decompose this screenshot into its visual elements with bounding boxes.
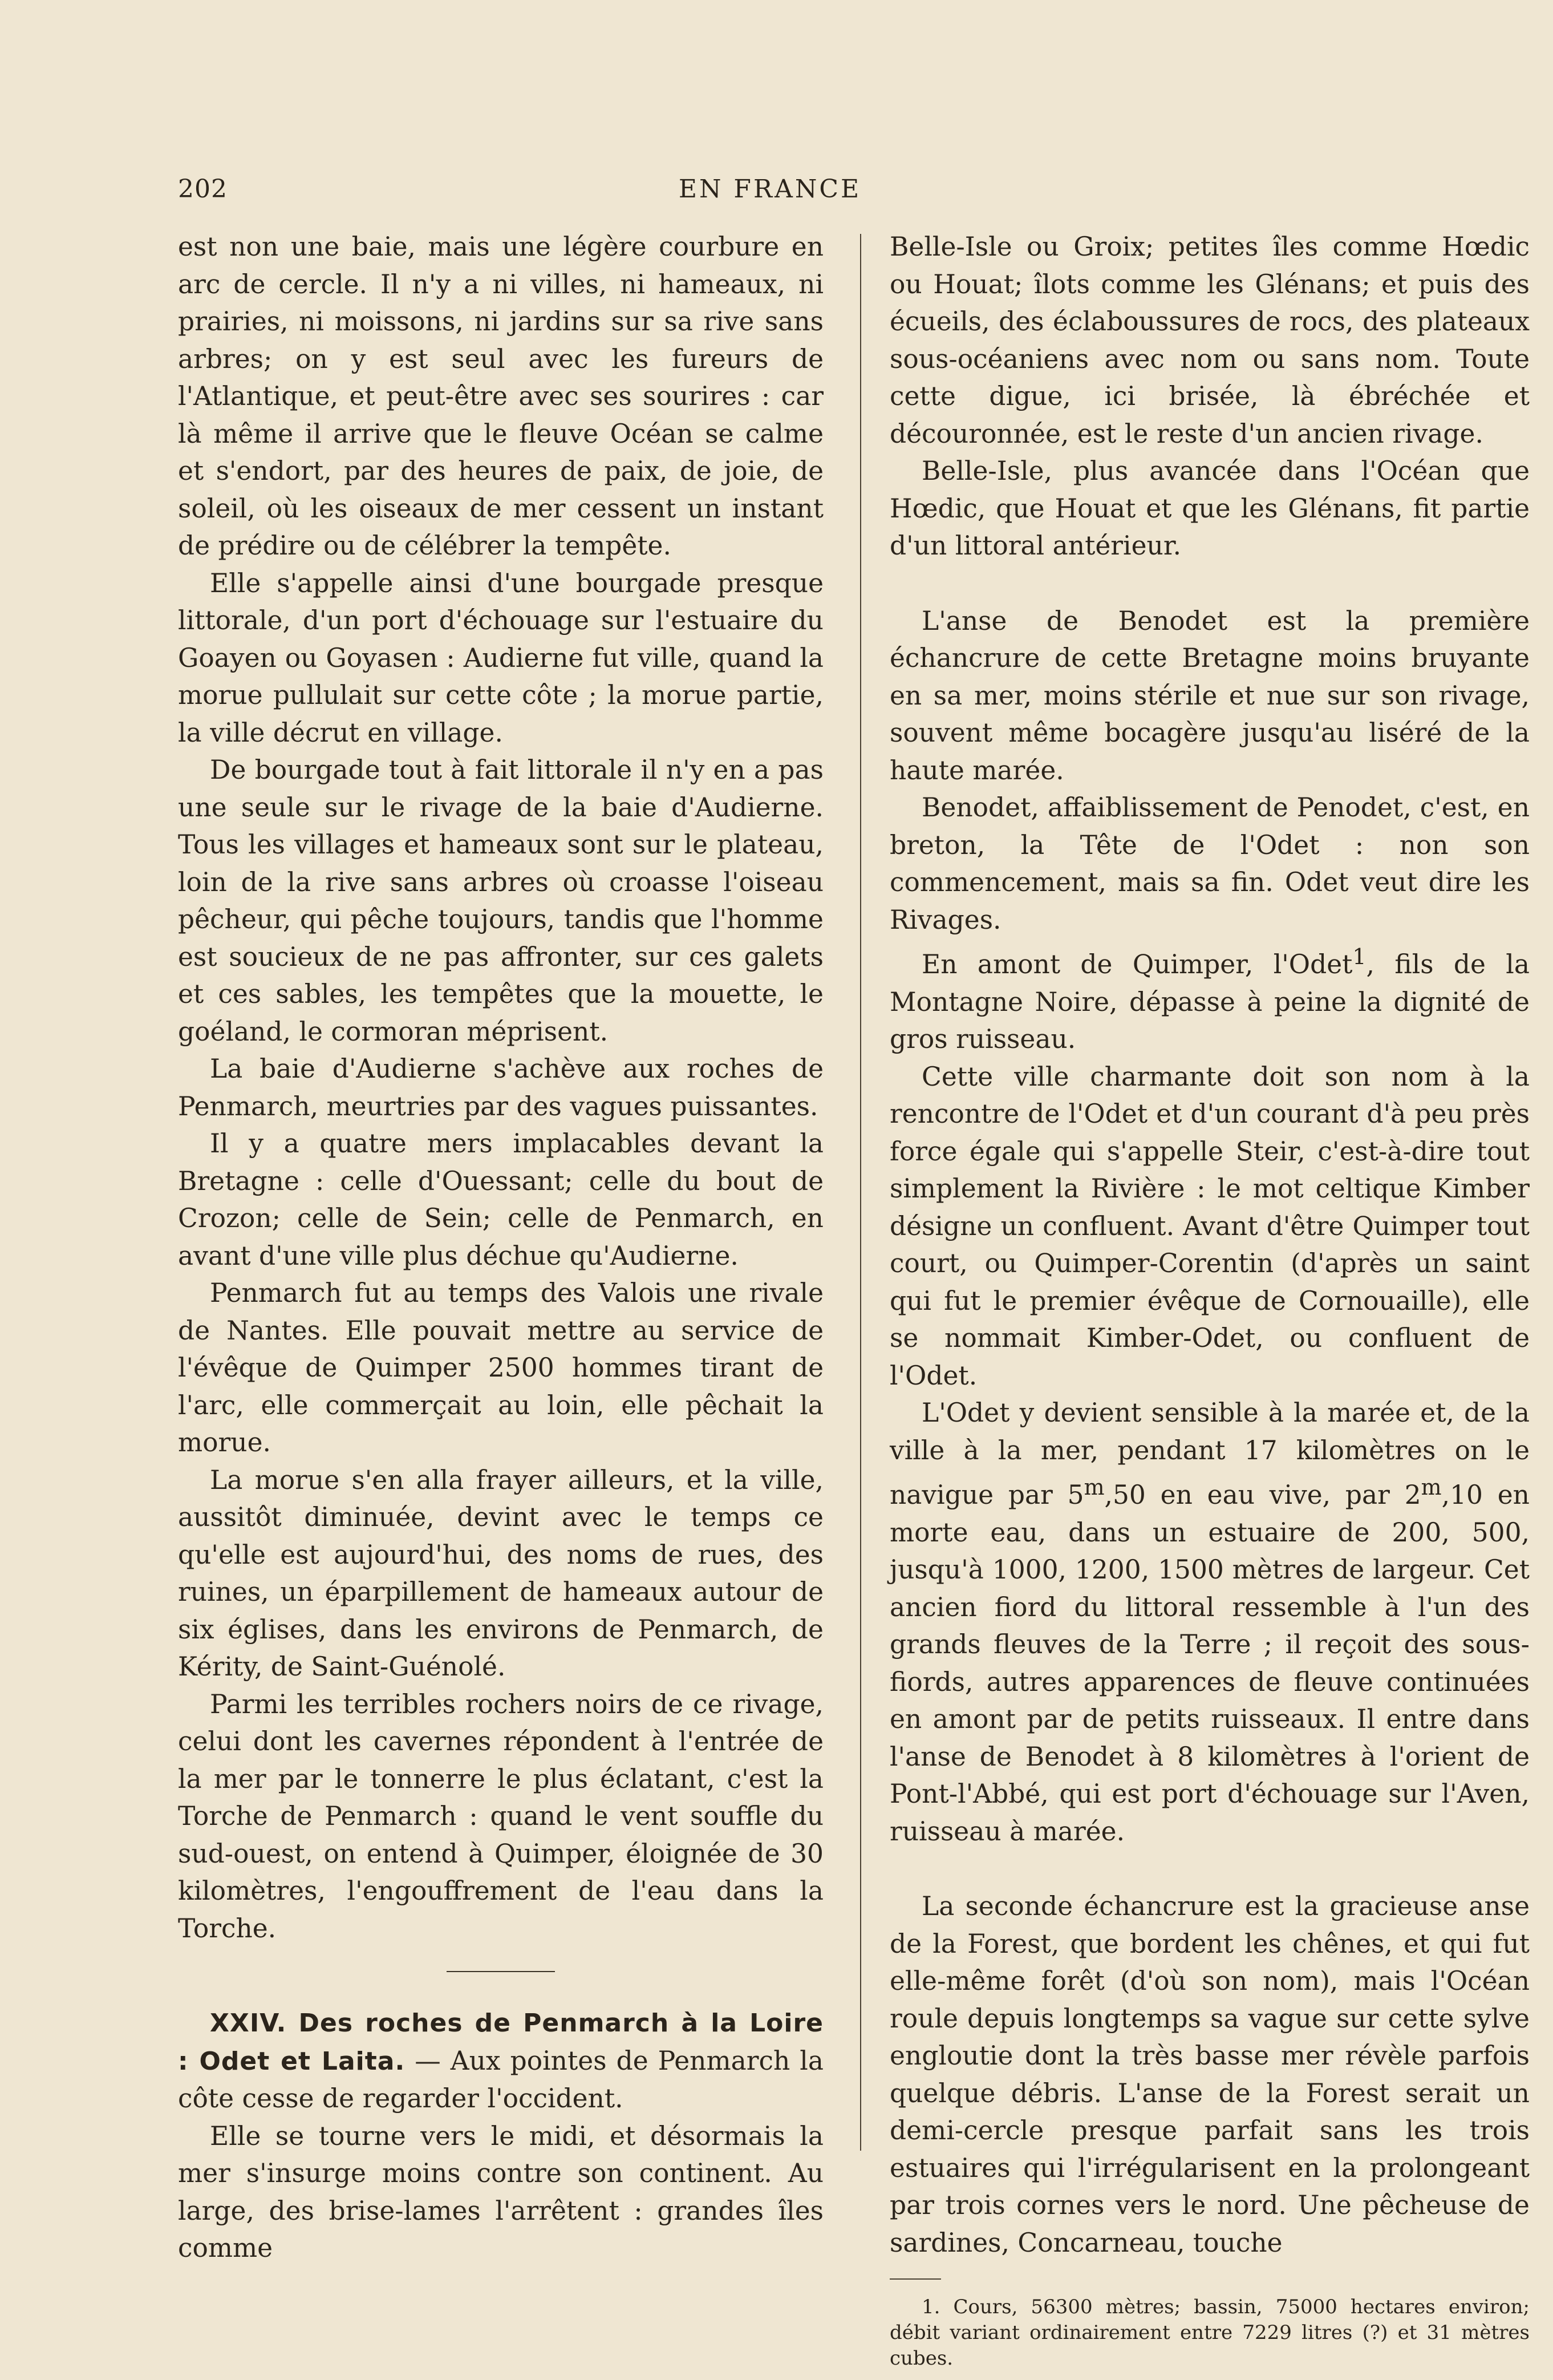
column-rule bbox=[860, 234, 861, 2151]
unit-superscript: m bbox=[1084, 1475, 1105, 1500]
section-text: — Aux pointes de Penmarch la côte cesse de regarder l'occident. bbox=[178, 2045, 824, 2114]
footnote: 1. Cours, 56300 mètres; bassin, 75000 hectares environ; débit variant ordinairement entre 7229 litres (?) et 31 mètres cubes. bbox=[890, 2296, 1530, 2370]
text-run: L'Odet y devient sensible à la marée et, de la ville à la mer, pendant 17 kilomètres on le navigue par 5 bbox=[890, 1398, 1530, 1511]
paragraph: est non une baie, mais une légère courbure en arc de cercle. Il n'y a ni villes, ni hameaux, ni prairies, ni moissons, ni jardins sur sa rive sans arbres; on y est seul avec les fureurs de l'Atlantique, et peut-être avec ses sourires : car là même il arrive que le fleuve Océan se calme et s'endort, par des heures de paix, de joie, de soleil, où les oiseaux de mer cessent un instant de prédire ou de célébrer la tempête. bbox=[178, 232, 824, 561]
footnote-rule bbox=[890, 2278, 941, 2280]
paragraph: La baie d'Audierne s'achève aux roches de Penmarch, meurtries par des vagues puissantes. bbox=[178, 1054, 824, 1122]
section-paragraph bbox=[178, 2004, 824, 2118]
text-run: ,10 en morte eau, dans un estuaire de 200, 500, jusqu'à 1000, 1200, 1500 mètres de largeur. Cet ancien fiord du littoral ressemble à l'un des grands fleuves de la Terre ; il reçoit des sous-fiords, autres apparences de fleuve continuées en amont par de petits ruisseaux. Il entre dans l'anse de Benodet à 8 kilomètres à l'orient de Pont-l'Abbé, qui est port d'échouage sur l'Aven, ruisseau à marée. bbox=[890, 1480, 1530, 1847]
running-title: EN FRANCE bbox=[678, 175, 862, 204]
spacer bbox=[890, 1850, 1530, 1888]
paragraph bbox=[890, 1394, 1530, 1850]
paragraph: Parmi les terribles rochers noirs de ce rivage, celui dont les cavernes répondent à l'entrée de la mer par le tonnerre le plus éclatant, c'est la Torche de Penmarch : quand le vent souffle du sud-ouest, on entend à Quimper, éloignée de 30 kilomètres, l'engouffrement de l'eau dans la Torche. bbox=[178, 1689, 824, 1944]
paragraph: De bourgade tout à fait littorale il n'y en a pas une seule sur le rivage de la baie d'Audierne. Tous les villages et hameaux sont sur le plateau, loin de la rive sans arbres où croasse l'oiseau pêcheur, qui pêche toujours, tandis que l'homme est soucieux de ne pas affronter, sur ces galets et ces sables, les tempêtes que la mouette, le goéland, le cormoran méprisent. bbox=[178, 755, 824, 1047]
section-divider bbox=[447, 1971, 555, 1972]
paragraph: Benodet, affaiblissement de Penodet, c'est, en breton, la Tête de l'Odet : non son commencement, mais sa fin. Odet veut dire les Rivages. bbox=[890, 792, 1530, 935]
paragraph: La seconde échancrure est la gracieuse anse de la Forest, que bordent les chênes, et qui fut elle-même forêt (d'où son nom), mais l'Océan roule depuis longtemps sa vague sur cette sylve engloutie dont la très basse mer révèle parfois quelque débris. L'anse de la Forest serait un demi-cercle presque parfait sans les trois estuaires qui l'irrégularisent en la prolongeant par trois cornes vers le nord. Une pêcheuse de sardines, Concarneau, touche bbox=[890, 1891, 1530, 2258]
paragraph: La morue s'en alla frayer ailleurs, et la ville, aussitôt diminuée, devint avec le temps ce qu'elle est aujourd'hui, des noms de rues, des ruines, un éparpillement de hameaux autour de six églises, dans les environs de Penmarch, de Kérity, de Saint-Guénolé. bbox=[178, 1464, 824, 1682]
text-run: , fils de la Montagne Noire, dépasse à peine la dignité de gros ruisseau. bbox=[890, 949, 1530, 1055]
footnote-ref[interactable]: 1 bbox=[1352, 944, 1367, 969]
paragraph: Il y a quatre mers implacables devant la Bretagne : celle d'Ouessant; celle du bout de Crozon; celle de Sein; celle de Penmarch, en avant d'une ville plus déchue qu'Audierne. bbox=[178, 1128, 824, 1271]
left-column bbox=[178, 228, 824, 2267]
unit-superscript: m bbox=[1421, 1475, 1442, 1500]
spacer bbox=[890, 565, 1530, 602]
paragraph: L'anse de Benodet est la première échancrure de cette Bretagne moins bruyante en sa mer, moins stérile et nue sur son rivage, souvent même bocagère jusqu'au liséré de la haute marée. bbox=[890, 605, 1530, 786]
paragraph: Elle se tourne vers le midi, et désormais la mer s'insurge moins contre son continent. Au large, des brise-lames l'arrêtent : grandes îles comme bbox=[178, 2120, 824, 2263]
paragraph: Penmarch fut au temps des Valois une rivale de Nantes. Elle pouvait mettre au service de l'évêque de Quimper 2500 hommes tirant de l'arc, elle commerçait au loin, elle pêchait la morue. bbox=[178, 1278, 824, 1458]
page-number: 202 bbox=[178, 175, 228, 204]
paragraph: Elle s'appelle ainsi d'une bourgade presque littorale, d'un port d'échouage sur l'estuaire du Goayen ou Goyasen : Audierne fut ville, quand la morue pullulait sur cette côte ; la morue partie, la ville décrut en village. bbox=[178, 568, 824, 748]
text-run: ,50 en eau vive, par 2 bbox=[1104, 1480, 1421, 1511]
paragraph bbox=[890, 938, 1530, 1058]
paragraph: Belle-Isle, plus avancée dans l'Océan que Hœdic, que Houat et que les Glénans, fit partie d'un littoral antérieur. bbox=[890, 456, 1530, 561]
paragraph: Cette ville charmante doit son nom à la rencontre de l'Odet et d'un courant d'à peu près force égale qui s'appelle Steir, c'est-à-dire tout simplement la Rivière : le mot celtique Kimber désigne un confluent. Avant d'être Quimper tout court, ou Quimper-Corentin (d'après un saint qui fut le premier évêque de Cornouaille), elle se nommait Kimber-Odet, ou confluent de l'Odet. bbox=[890, 1061, 1530, 1391]
right-column bbox=[890, 228, 1530, 2371]
paragraph: Belle-Isle ou Groix; petites îles comme Hœdic ou Houat; îlots comme les Glénans; et puis des écueils, des éclaboussures de rocs, des plateaux sous-océaniens avec nom ou sans nom. Toute cette digue, ici brisée, là ébréchée et découronnée, est le reste d'un ancien rivage. bbox=[890, 232, 1530, 449]
text-run: En amont de Quimper, l'Odet bbox=[922, 949, 1353, 980]
section-heading: XXIV. Des roches de Penmarch à la Loire : Odet et Laita. bbox=[178, 2009, 824, 2076]
